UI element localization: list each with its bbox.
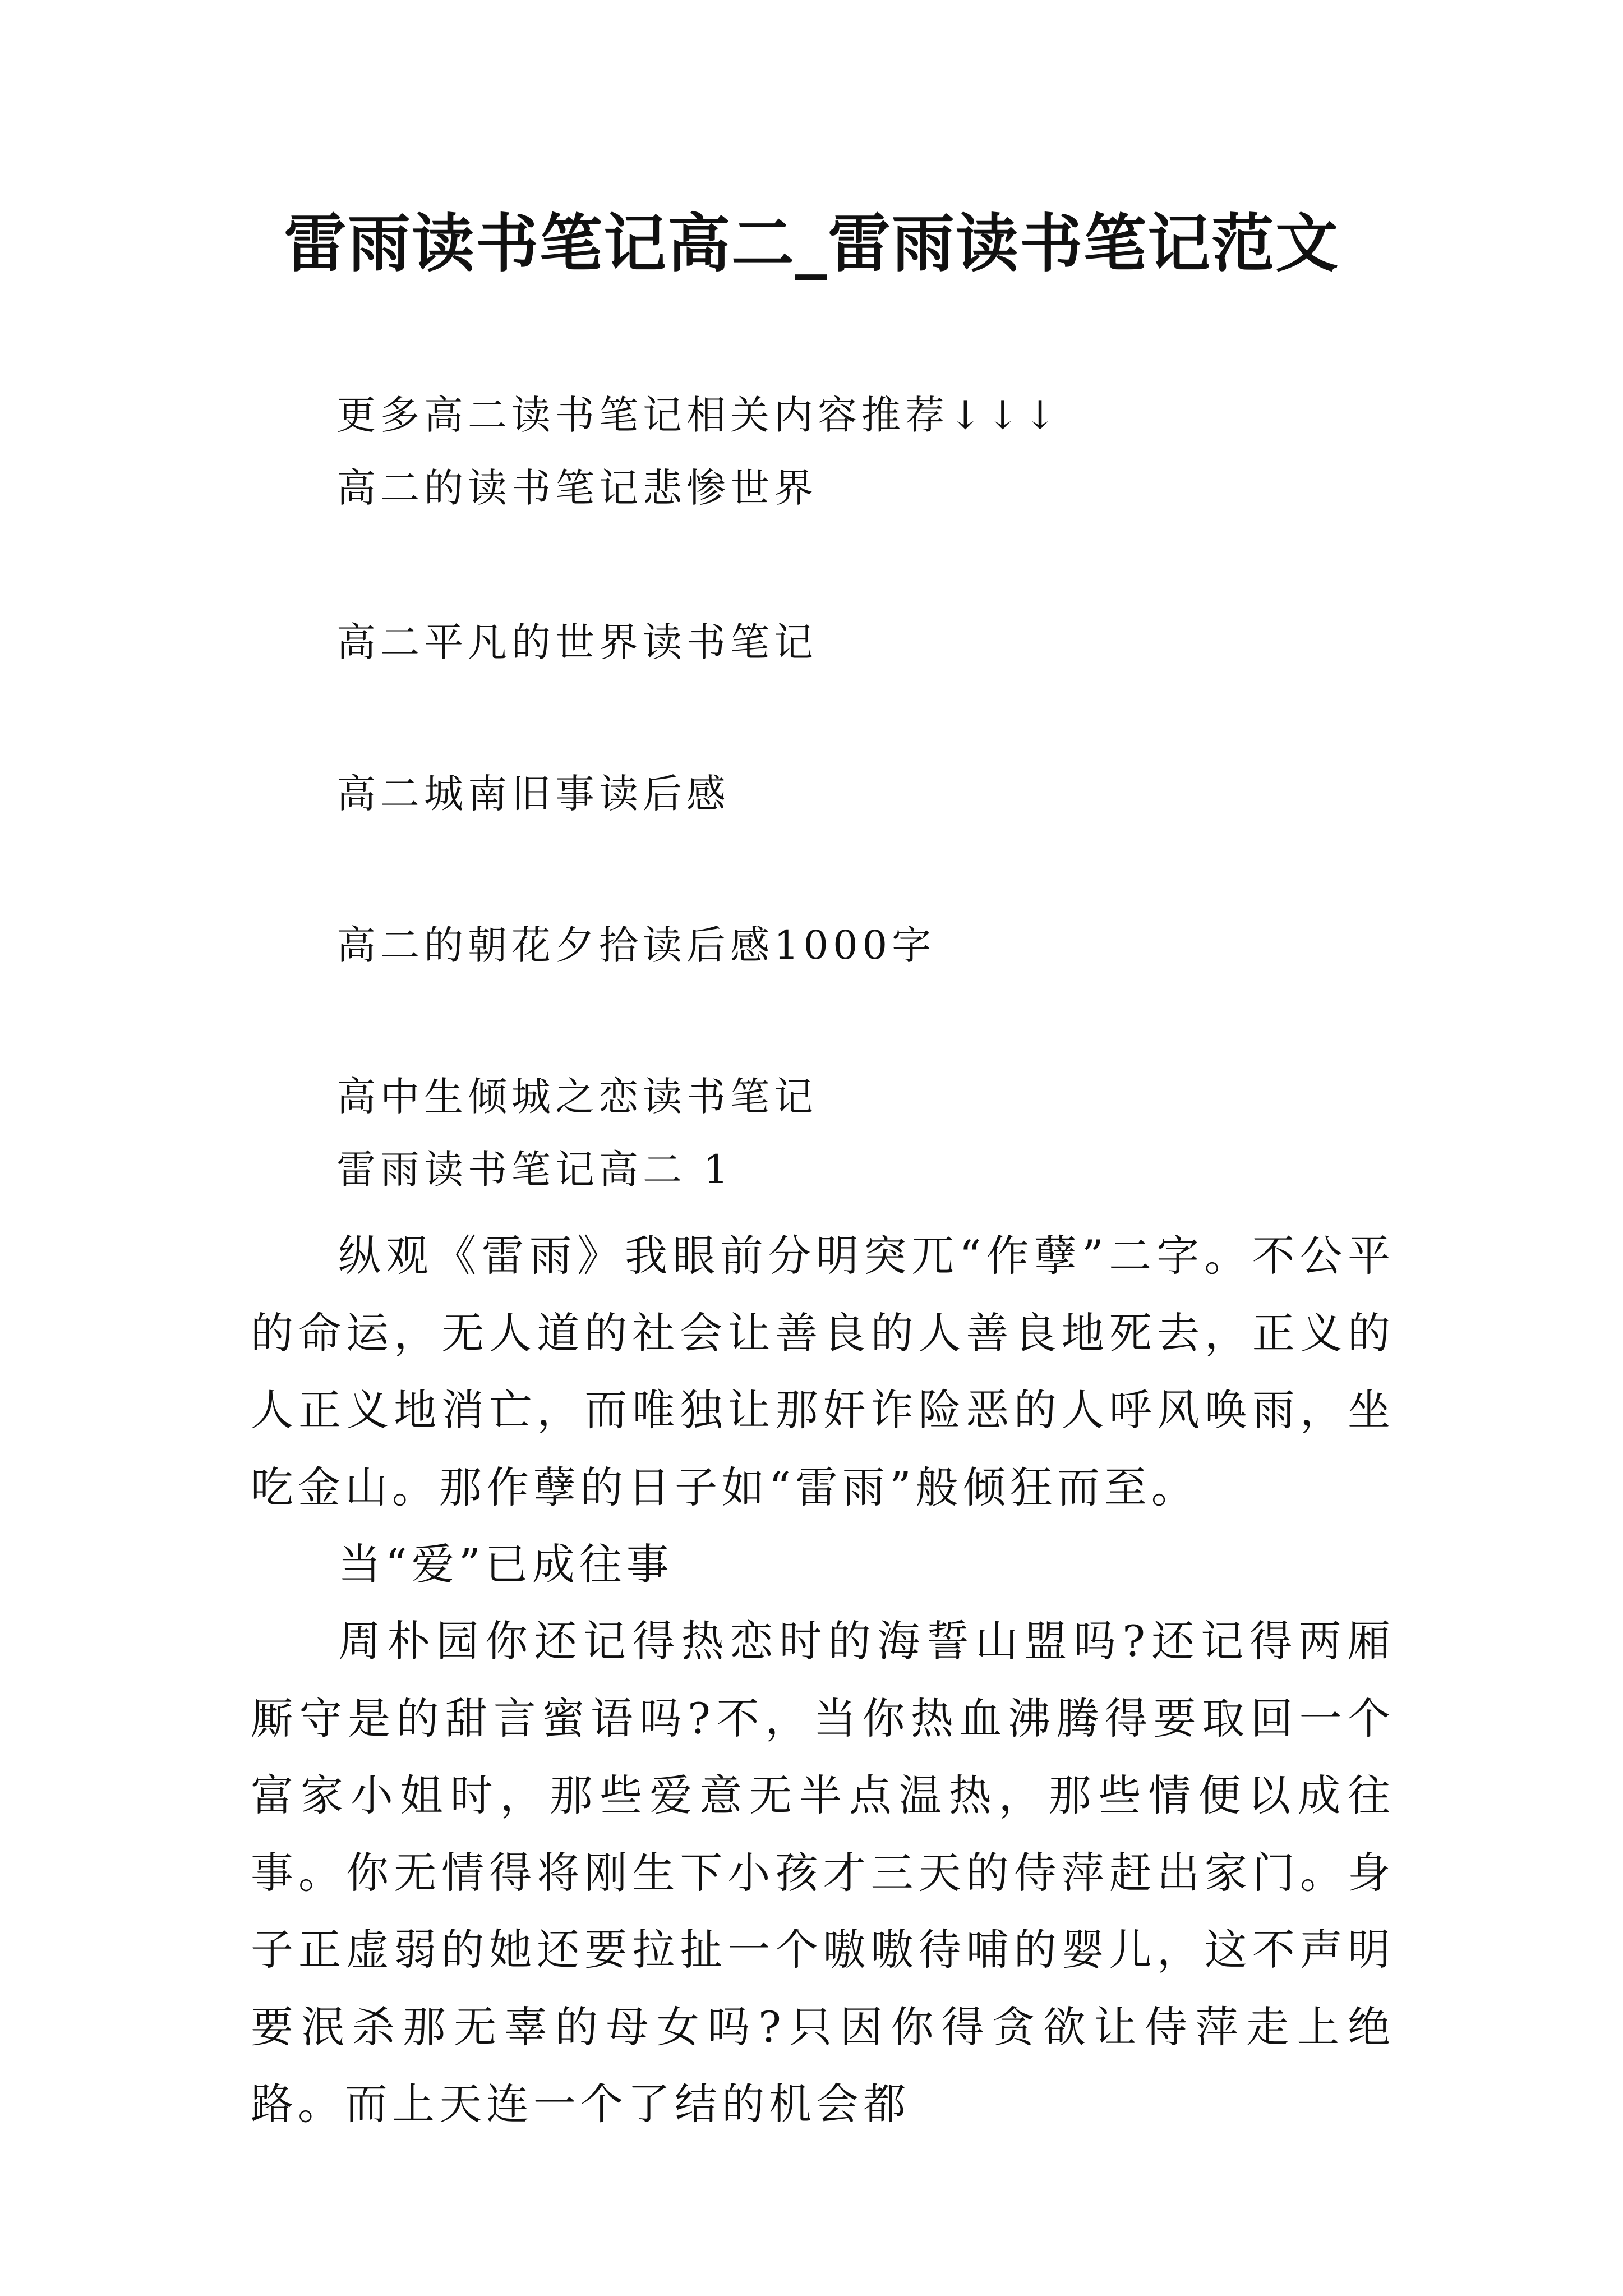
recommend-link-5[interactable]: 高中生倾城之恋读书笔记 [336, 1074, 818, 1120]
body-paragraph-2: 当“爱”已成往事 [338, 1539, 674, 1589]
page-title: 雷雨读书笔记高二_雷雨读书笔记范文 [284, 207, 1339, 280]
recommend-link-1[interactable]: 高二的读书笔记悲惨世界 [336, 465, 818, 511]
recommend-header: 更多高二读书笔记相关内容推荐↓↓↓ [336, 392, 1061, 438]
body-paragraph-3: 周朴园你还记得热恋时的海誓山盟吗?还记得两厢厮守是的甜言蜜语吗?不，当你热血沸腾得要取回一个富家小姐时，那些爱意无半点温热，那些情便以成往事。你无情得将刚生下小孩才三天的侍萍赶出家门。身子正虚弱的她还要拉扯一个嗷嗷待哺的婴儿，这不声明要泯杀那无辜的母女吗?只因你得贪欲让侍萍走上绝路。而上天连一个了结的机会都 [251, 1616, 1395, 2129]
recommend-link-3[interactable]: 高二城南旧事读后感 [336, 771, 730, 817]
body-paragraph-1: 纵观《雷雨》我眼前分明突兀“作孽”二字。不公平的命运，无人道的社会让善良的人善良地死去，正义的人正义地消亡，而唯独让那奸诈险恶的人呼风唤雨，坐吃金山。那作孽的日子如“雷雨”般倾狂而至。 [251, 1231, 1395, 1512]
recommend-link-2[interactable]: 高二平凡的世界读书笔记 [336, 619, 818, 665]
section-title: 雷雨读书笔记高二 1 [336, 1147, 733, 1193]
recommend-link-4[interactable]: 高二的朝花夕拾读后感1000字 [336, 922, 936, 968]
